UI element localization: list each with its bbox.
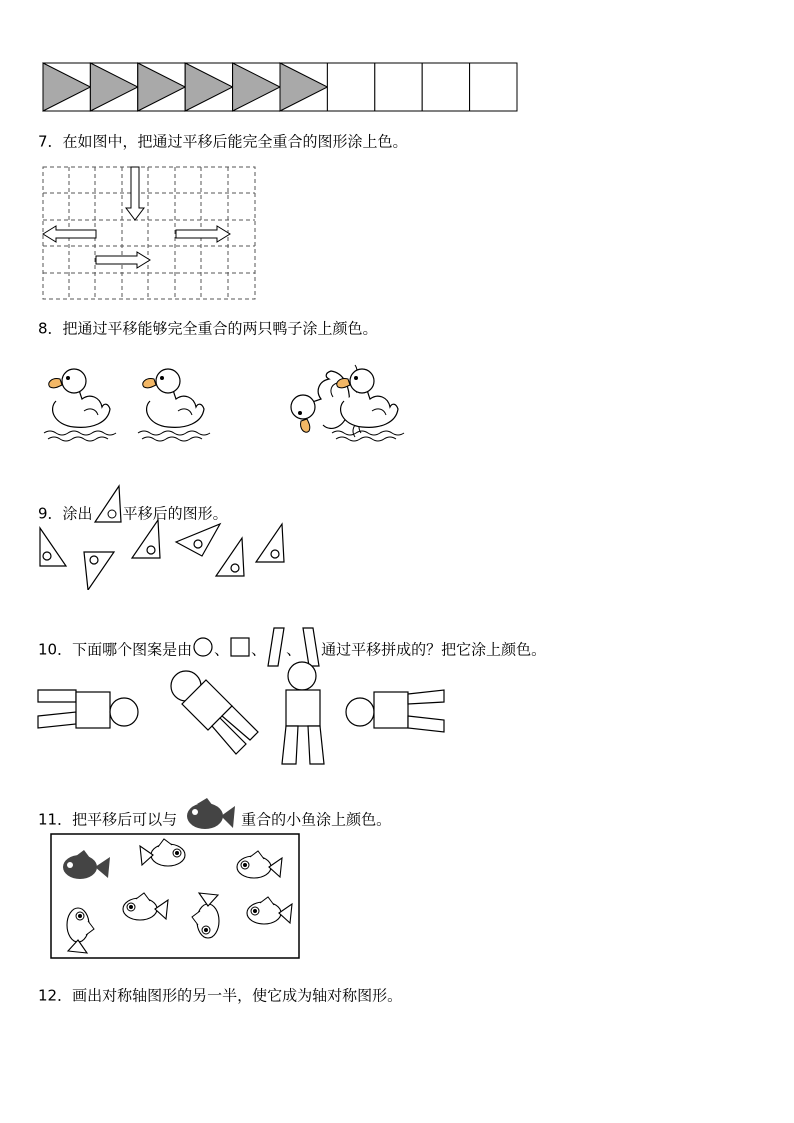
- figure-option-4[interactable]: [346, 690, 444, 732]
- question-8: [38, 318, 378, 339]
- square-shape-icon: [229, 636, 251, 658]
- strip-cell[interactable]: [375, 63, 422, 111]
- arrow-right-icon[interactable]: [96, 252, 150, 268]
- strip-cell[interactable]: [422, 63, 469, 111]
- circle-shape-icon: [192, 636, 214, 658]
- question-12: [38, 985, 402, 1006]
- triangle-option-2[interactable]: [84, 552, 114, 590]
- ducks-row: [40, 355, 420, 445]
- triangle-option-1[interactable]: [40, 528, 66, 566]
- duck-4[interactable]: [332, 369, 404, 441]
- duck-1[interactable]: [44, 369, 116, 441]
- figure-patterns-row: [36, 660, 448, 766]
- triangles-row: [36, 518, 296, 590]
- triangle-strip: [42, 62, 520, 114]
- question-text-after: 平移后的图形。: [122, 504, 228, 523]
- question-text-before: 把平移后可以与: [72, 810, 178, 829]
- question-number: 7．: [38, 132, 63, 151]
- strip-cell[interactable]: [470, 63, 517, 111]
- strip-cell[interactable]: [327, 63, 374, 111]
- question-11: [38, 798, 391, 836]
- question-text-after: 通过平移拼成的？把它涂上颜色。: [321, 640, 547, 659]
- triangle-option-6[interactable]: [256, 524, 284, 562]
- question-number: 10．: [38, 640, 73, 659]
- question-number: 11．: [38, 810, 73, 829]
- separator: 、: [251, 640, 267, 659]
- figure-option-3[interactable]: [282, 662, 324, 764]
- question-text-after: 重合的小鱼涂上颜色。: [241, 810, 392, 829]
- question-text: 把通过平移能够完全重合的两只鸭子涂上颜色。: [62, 319, 378, 338]
- fish-box: [50, 833, 302, 961]
- figure-option-1[interactable]: [38, 690, 138, 728]
- arrow-grid: [42, 166, 258, 302]
- question-text: 画出对称轴图形的另一半，使它成为轴对称图形。: [72, 986, 403, 1005]
- question-text-before: 下面哪个图案是由: [72, 640, 193, 659]
- question-number: 12．: [38, 986, 73, 1005]
- triangle-option-5[interactable]: [216, 538, 244, 576]
- reference-fish-icon: [181, 798, 237, 836]
- question-text-before: 涂出: [62, 504, 93, 523]
- arrow-right-icon[interactable]: [176, 226, 230, 242]
- separator: 、: [214, 640, 230, 659]
- triangle-option-3[interactable]: [132, 520, 160, 558]
- figure-option-2[interactable]: [171, 671, 258, 754]
- question-text: 在如图中，把通过平移后能完全重合的图形涂上色。: [62, 132, 408, 151]
- triangle-option-4[interactable]: [176, 524, 220, 556]
- duck-2[interactable]: [138, 369, 210, 441]
- separator: 、: [286, 640, 302, 659]
- question-number: 8．: [38, 319, 63, 338]
- question-7: [38, 131, 408, 152]
- question-number: 9．: [38, 504, 63, 523]
